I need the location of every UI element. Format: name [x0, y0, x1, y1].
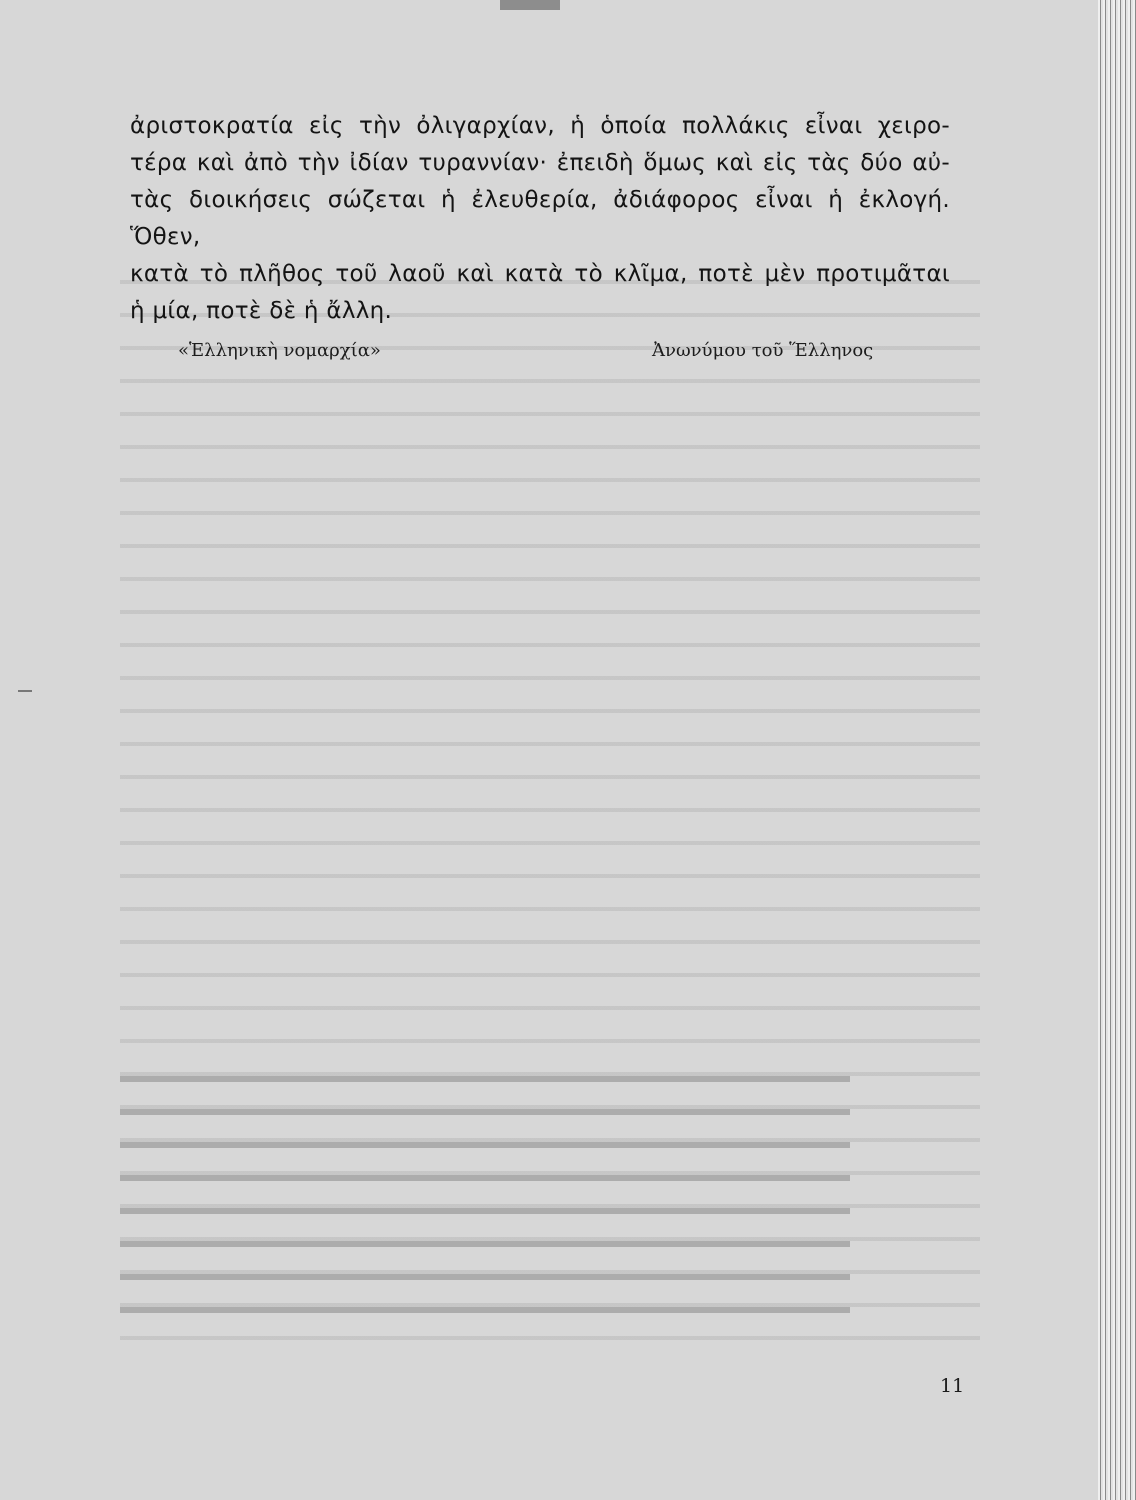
paragraph-line: ἀριστοκρατία εἰς τὴν ὀλιγαρχίαν, ἡ ὁποία πολλάκις εἶναι χειρο- [130, 113, 950, 139]
scan-smudge [500, 0, 560, 10]
page-block-edge [1098, 0, 1136, 1500]
paragraph-line: ἡ μία, ποτὲ δὲ ἡ ἄλλη. [130, 298, 393, 324]
margin-mark [18, 690, 32, 692]
paragraph-line: τέρα καὶ ἀπὸ τὴν ἰδίαν τυραννίαν· ἐπειδὴ ὅμως καὶ εἰς τὰς δύο αὐ- [130, 150, 950, 176]
bleed-through-text-dark [120, 1060, 850, 1340]
source-author: Ἀνωνύμου τοῦ Ἕλληνος [652, 340, 874, 361]
paragraph-line: τὰς διοικήσεις σώζεται ἡ ἐλευθερία, ἀδιάφορος εἶναι ἡ ἐκλογή. Ὅθεν, [130, 187, 950, 250]
paragraph-line: κατὰ τὸ πλῆθος τοῦ λαοῦ καὶ κατὰ τὸ κλῖμα, ποτὲ μὲν προτιμᾶται [130, 261, 950, 287]
quoted-paragraph [130, 108, 950, 330]
source-title: «Ἑλληνικὴ νομαρχία» [178, 340, 381, 361]
page-number: 11 [940, 1375, 965, 1397]
bleed-through-text [120, 260, 980, 1340]
